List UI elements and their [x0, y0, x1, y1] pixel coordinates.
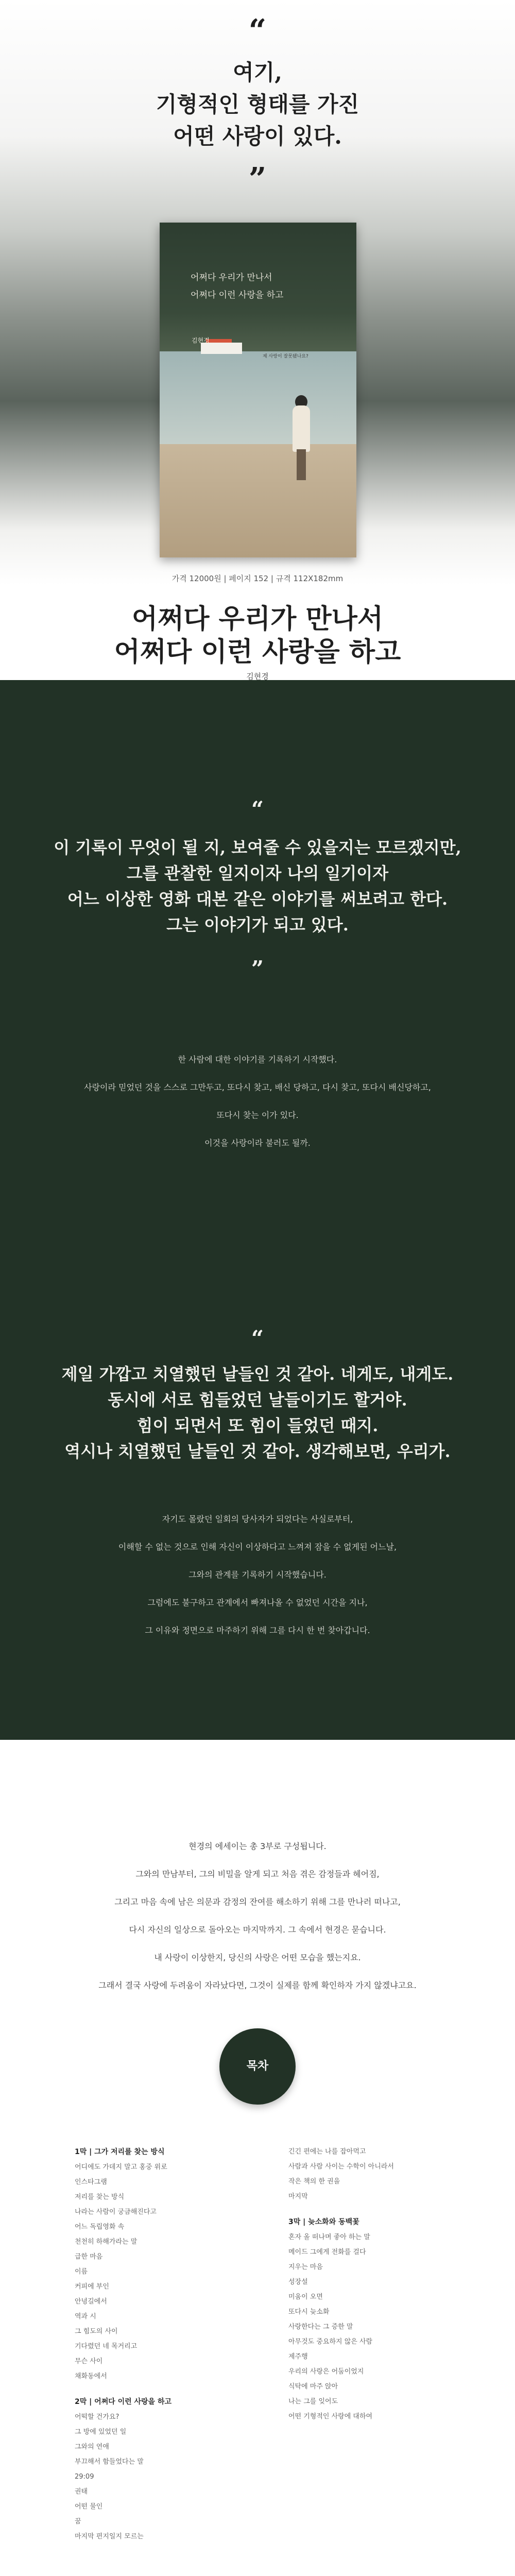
hero-line: 어떤 사랑이 있다.	[173, 124, 342, 149]
hero-close-quote: ”	[248, 161, 267, 197]
toc-item: 어디에도 가데지 말고 홍중 위로	[75, 2163, 167, 2171]
toc-item: 마지막 편지일지 모르는	[75, 2533, 144, 2540]
toc-part-title: 3막 | 늦소화와 동백꽃	[288, 2218, 359, 2226]
quote2-body: 자기도 몰랐던 일회의 당사자가 되었다는 사실로부터, 이해할 수 없는 것으로 인해 자신이 이상하다고 느껴져 잠을 수 없게된 어느날, 그와의 관계를 기록하기 시작했습니다. 그럼에도 불구하고 관계에서 빠져나올 수 없었던 시간을 지나, 그 이유와 정면으로 마주하기 위해 그를 다시 한 번 찾아갑니다.	[118, 1514, 397, 1635]
toc-item: 천천히 하해가라는 말	[75, 2238, 138, 2246]
toc-item: 부끄해서 함들었다는 말	[75, 2458, 144, 2466]
toc-item: 작은 책의 한 권을	[288, 2178, 340, 2185]
toc-item: 그 힘도의 사이	[75, 2328, 118, 2335]
toc-item: 권태	[75, 2488, 88, 2496]
toc-item: 사랑한다는 그 증한 말	[288, 2323, 353, 2331]
book-cover-author: 김현경	[192, 337, 210, 344]
toc-item: 식탁에 마주 앉아	[288, 2383, 338, 2391]
book-spec: 가격 12000원 | 페이지 152 | 규격 112X182mm	[171, 574, 344, 583]
quote-section-2	[0, 1209, 515, 1740]
toc-part-title: 2막 | 어쩌다 이런 사랑을 하고	[75, 2398, 171, 2406]
toc-item: 인스타그램	[75, 2178, 107, 2186]
toc-item: 나는 그를 잊어도	[288, 2398, 338, 2405]
quote1-body: 한 사람에 대한 이야기를 기록하기 시작했다. 사랑이라 믿었던 것을 스스로 그만두고, 또다시 찾고, 배신 당하고, 다시 찾고, 또다시 배신당하고, 또다시 찾는 이가 있다. 이것을 사랑이라 불러도 될까.	[84, 1055, 431, 1148]
quote2-lines: 제일 가깝고 치열했던 날들인 것 같아. 네게도, 내게도. 동시에 서로 힘들었던 날들이기도 할거야. 힘이 되면서 또 힘이 들었던 때지. 역시나 치열했던 날들인 것 같아. 생각해보면, 우리가.	[61, 1364, 454, 1461]
book-cover-title: 어쩌다 우리가 만나서 어쩌다 이런 사랑을 하고	[191, 273, 284, 300]
toc-item: 또다시 늦소화	[288, 2308, 330, 2316]
toc-item: 채화동에서	[75, 2372, 107, 2380]
toc-item: 역과 시	[75, 2313, 96, 2320]
toc-item: 어떤 물인	[75, 2503, 103, 2511]
toc-item: 혼자 올 떠나며 좋아 하는 말	[288, 2233, 370, 2241]
toc-item: 긴긴 편에는 나를 잡아먹고	[288, 2148, 366, 2156]
toc-part-title: 1막 | 그가 저리를 찾는 방식	[75, 2148, 165, 2156]
quote1-close: ”	[251, 956, 264, 981]
toc-item: 무슨 사이	[75, 2358, 103, 2365]
quote2-open: “	[251, 1326, 264, 1351]
quote1-lines: 이 기록이 무엇이 될 지, 보여줄 수 있을지는 모르겠지만, 그를 관찰한 일지이자 나의 일기이자 어느 이상한 영화 대본 같은 이야기를 써보려고 한다. 그는 이야기가 되고 있다.	[54, 838, 461, 935]
toc-intro: 현경의 에세이는 총 3부로 구성됩니다. 그와의 만남부터, 그의 비밀을 알게 되고 처음 겪은 감정들과 헤어짐, 그리고 마음 속에 남은 의문과 감정의 잔여를 해소하기 위해 그를 만나러 떠나고, 다시 자신의 일상으로 돌아오는 마지막까지. 그 속에서 현경은 묻습니다. 내 사랑이 이상한지, 당신의 사랑은 어떤 모습을 했는지요. 그래서 결국 사랑에 두려움이 자라났다면, 그것이 실제를 함께 확인하자 가지 않겠냐고요.	[98, 1841, 417, 1990]
toc-item: 급한 마음	[75, 2253, 103, 2261]
quote1-open: “	[251, 796, 264, 822]
hero-lines	[0, 57, 515, 152]
toc-item: 29:09	[75, 2473, 94, 2481]
book-cover-image	[160, 223, 356, 557]
hero-author: 김현경	[246, 672, 269, 680]
toc-item: 사람과 사람 사이는 수학이 아니라서	[288, 2163, 394, 2171]
toc-item: 마지막	[288, 2193, 308, 2200]
toc-item: 커피에 부인	[75, 2283, 109, 2291]
toc-item: 성장설	[288, 2278, 308, 2286]
toc-item: 이름	[75, 2268, 88, 2276]
toc-item: 나라는 사람이 궁금해진다고	[75, 2208, 157, 2216]
hero-line: 여기,	[233, 60, 282, 85]
toc-item: 어느 독립영화 속	[75, 2223, 125, 2231]
book-cover-subtitle: 제 사랑이 잘못됐나요?	[263, 354, 308, 359]
toc-column-left	[75, 2144, 260, 2544]
quote-section-1	[0, 680, 515, 1209]
toc-column-right	[288, 2144, 474, 2424]
toc-section	[0, 1740, 515, 2559]
toc-item: 아무것도 중요하지 않은 사람	[288, 2338, 373, 2346]
toc-item: 메이드 그에게 전화를 걸다	[288, 2248, 366, 2256]
toc-item: 어떤 기형적인 사랑에 대하여	[288, 2413, 373, 2420]
toc-item: 꿈	[75, 2518, 81, 2526]
toc-item: 제주행	[288, 2353, 308, 2361]
toc-item: 그 방에 있었던 일	[75, 2428, 127, 2436]
toc-item: 그와의 연애	[75, 2443, 109, 2451]
toc-item: 기다렸던 네 목거리고	[75, 2343, 138, 2350]
toc-item: 저리를 찾는 방식	[75, 2193, 125, 2201]
toc-item: 우리의 사랑은 어둠이었지	[288, 2368, 364, 2376]
toc-badge: 목차	[219, 2028, 296, 2105]
hero-line: 기형적인 형태를 가진	[156, 92, 359, 117]
closing-section	[0, 2559, 515, 2576]
toc-item: 미움이 오면	[288, 2293, 323, 2301]
toc-item: 지우는 마음	[288, 2263, 323, 2271]
toc-item: 어떡할 건가요?	[75, 2413, 119, 2421]
page-title: 어쩌다 우리가 만나서 어쩌다 이런 사랑을 하고	[114, 603, 401, 668]
hero-section	[0, 0, 515, 680]
toc-item: 안녕길에서	[75, 2298, 107, 2306]
hero-open-quote: “	[248, 13, 267, 49]
